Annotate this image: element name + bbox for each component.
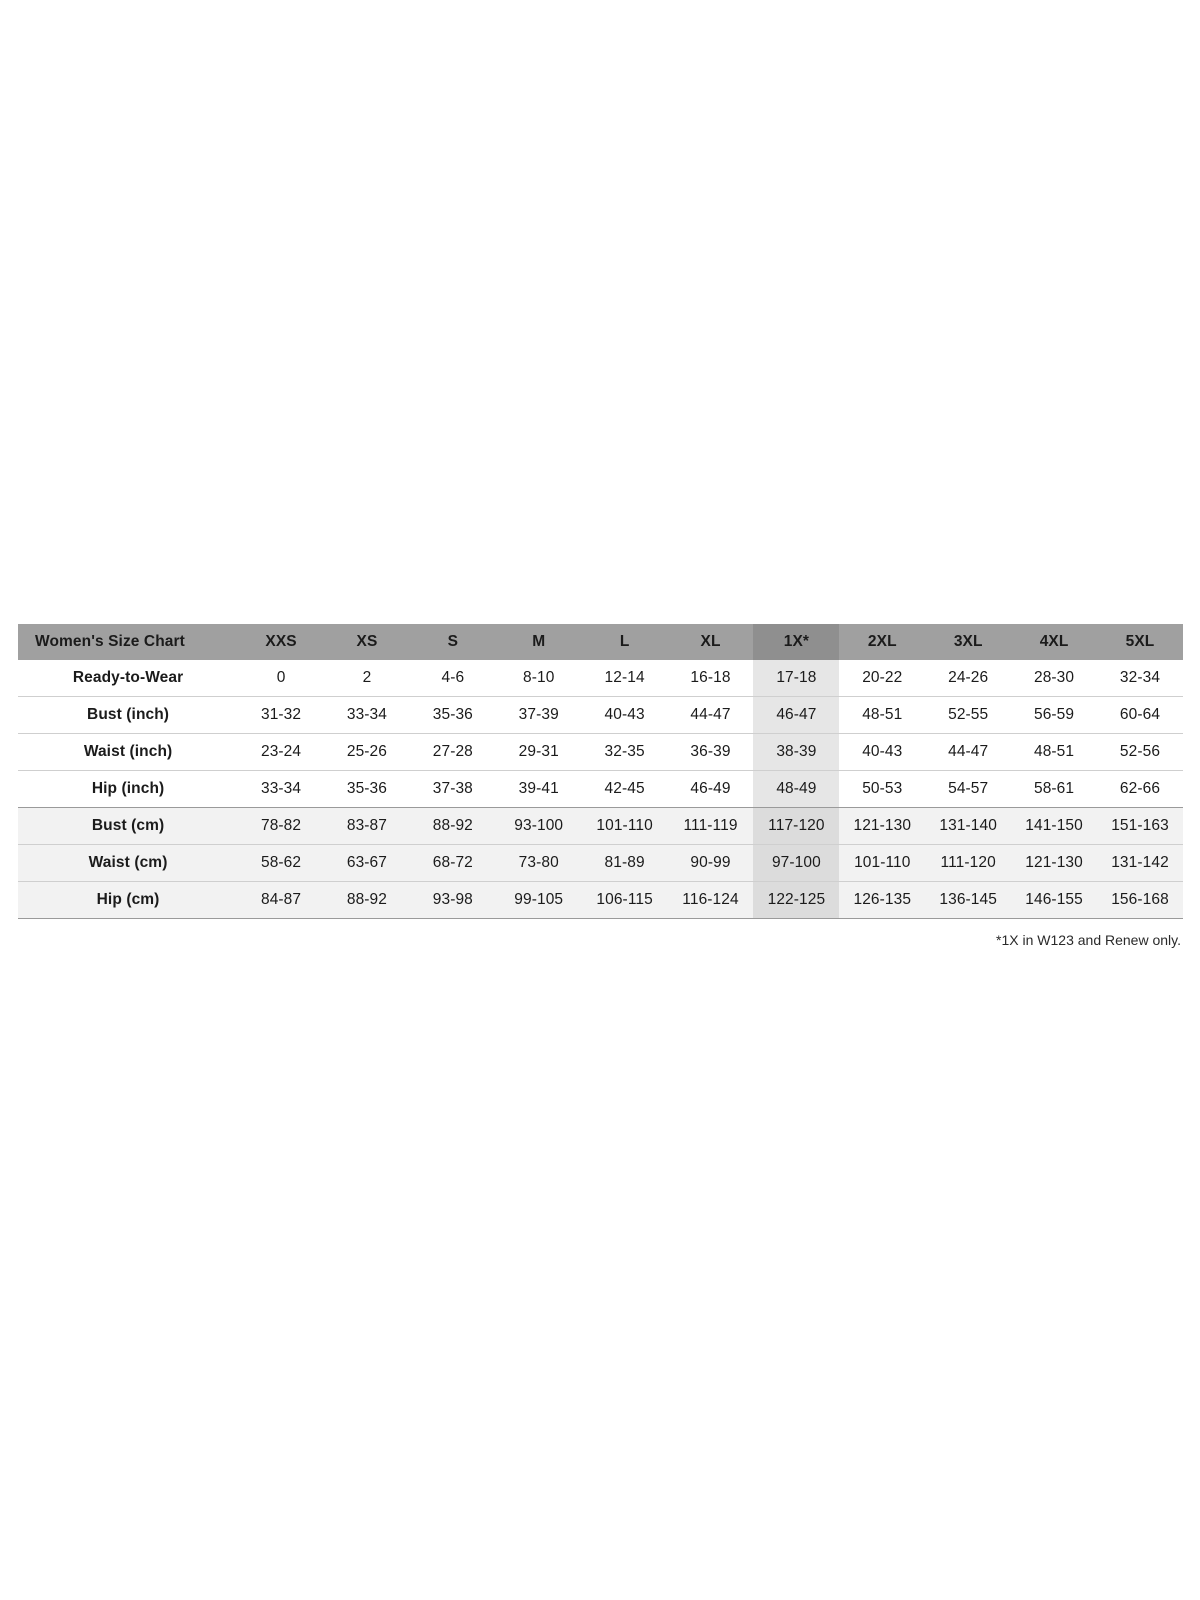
cell-highlight: 97-100 (753, 845, 839, 882)
cell: 40-43 (604, 706, 645, 723)
cell-highlight: 122-125 (753, 882, 839, 919)
cell: 146-155 (1011, 882, 1097, 919)
cell: 141-150 (1011, 808, 1097, 845)
cell: 25-26 (346, 743, 388, 760)
cell-highlight: 46-47 (753, 697, 839, 734)
cell: 56-59 (1033, 706, 1075, 723)
cell: 90-99 (668, 845, 754, 882)
table-row (18, 660, 1183, 697)
column-header-m: M (496, 624, 582, 660)
cell: 121-130 (839, 808, 925, 845)
column-header-xs: XS (324, 624, 410, 660)
chart-footnote: *1X in W123 and Renew only. (996, 932, 1181, 948)
cell: 111-120 (925, 845, 1011, 882)
table-body (18, 660, 1183, 919)
cell: 116-124 (668, 882, 754, 919)
cell: 101-110 (582, 808, 668, 845)
column-header-s: S (410, 624, 496, 660)
cell: 48-51 (862, 706, 903, 723)
column-header-4xl: 4XL (1011, 624, 1097, 660)
cell: 81-89 (582, 845, 668, 882)
cell: 121-130 (1011, 845, 1097, 882)
cell-highlight: 38-39 (753, 734, 839, 771)
cell: 131-142 (1097, 845, 1183, 882)
cell: 58-62 (238, 845, 324, 882)
cell: 54-57 (948, 780, 989, 797)
cell: 16-18 (690, 669, 731, 686)
cell: 44-47 (948, 743, 989, 760)
cell: 60-64 (1119, 706, 1161, 723)
row-label-ready-to-wear: Ready-to-Wear (72, 669, 184, 686)
size-chart-container (18, 624, 1183, 948)
cell: 93-100 (496, 808, 582, 845)
table-row (18, 845, 1183, 882)
cell: 101-110 (839, 845, 925, 882)
cell: 93-98 (410, 882, 496, 919)
cell-highlight: 17-18 (753, 660, 839, 697)
cell: 35-36 (346, 780, 388, 797)
cell: 68-72 (410, 845, 496, 882)
column-header-3xl: 3XL (925, 624, 1011, 660)
chart-title: Women's Size Chart (18, 624, 238, 660)
cell: 48-51 (1033, 743, 1075, 760)
cell: 36-39 (690, 743, 731, 760)
cell: 8-10 (523, 669, 555, 686)
cell: 40-43 (862, 743, 903, 760)
table-row (18, 734, 1183, 771)
cell: 39-41 (518, 780, 559, 797)
table-row (18, 771, 1183, 808)
cell: 12-14 (604, 669, 645, 686)
cell: 131-140 (925, 808, 1011, 845)
cell: 37-38 (432, 780, 473, 797)
cell: 88-92 (410, 808, 496, 845)
column-header-l: L (582, 624, 668, 660)
table-row (18, 882, 1183, 919)
header-row (18, 624, 1183, 660)
cell: 111-119 (668, 808, 754, 845)
cell: 32-34 (1119, 669, 1161, 686)
cell: 32-35 (604, 743, 645, 760)
cell: 126-135 (839, 882, 925, 919)
cell: 4-6 (441, 669, 465, 686)
table-row (18, 697, 1183, 734)
row-label-waist-inch: Waist (inch) (83, 743, 173, 760)
row-label-hip-inch: Hip (inch) (91, 780, 165, 797)
cell: 52-56 (1119, 743, 1161, 760)
column-header-2xl: 2XL (839, 624, 925, 660)
cell: 44-47 (690, 706, 731, 723)
table-row (18, 808, 1183, 845)
cell: 0 (276, 669, 286, 686)
cell: 83-87 (324, 808, 410, 845)
row-label-bust-cm: Bust (cm) (18, 808, 238, 845)
cell: 28-30 (1033, 669, 1075, 686)
cell: 156-168 (1097, 882, 1183, 919)
cell: 31-32 (260, 706, 302, 723)
cell: 35-36 (432, 706, 473, 723)
cell: 99-105 (496, 882, 582, 919)
cell: 84-87 (238, 882, 324, 919)
cell: 63-67 (324, 845, 410, 882)
cell: 52-55 (948, 706, 989, 723)
row-label-hip-cm: Hip (cm) (18, 882, 238, 919)
cell-highlight: 48-49 (753, 771, 839, 808)
cell: 42-45 (604, 780, 645, 797)
cell: 33-34 (346, 706, 388, 723)
cell: 37-39 (518, 706, 559, 723)
womens-size-chart-table (18, 624, 1183, 919)
table-header (18, 624, 1183, 660)
cell: 33-34 (260, 780, 302, 797)
cell: 46-49 (690, 780, 731, 797)
cell: 88-92 (324, 882, 410, 919)
cell: 106-115 (582, 882, 668, 919)
cell: 23-24 (260, 743, 302, 760)
row-label-waist-cm: Waist (cm) (18, 845, 238, 882)
cell: 20-22 (862, 669, 903, 686)
cell: 136-145 (925, 882, 1011, 919)
column-header-5xl: 5XL (1097, 624, 1183, 660)
cell: 151-163 (1097, 808, 1183, 845)
cell: 24-26 (948, 669, 989, 686)
column-header-xxs: XXS (238, 624, 324, 660)
row-label-bust-inch: Bust (inch) (87, 706, 170, 723)
column-header-xl: XL (668, 624, 754, 660)
column-header-1x: 1X* (753, 624, 839, 660)
cell: 62-66 (1119, 780, 1161, 797)
cell: 73-80 (496, 845, 582, 882)
cell-highlight: 117-120 (753, 808, 839, 845)
cell: 27-28 (432, 743, 473, 760)
cell: 58-61 (1033, 780, 1075, 797)
cell: 29-31 (518, 743, 559, 760)
cell: 78-82 (238, 808, 324, 845)
cell: 50-53 (862, 780, 903, 797)
cell: 2 (362, 669, 372, 686)
